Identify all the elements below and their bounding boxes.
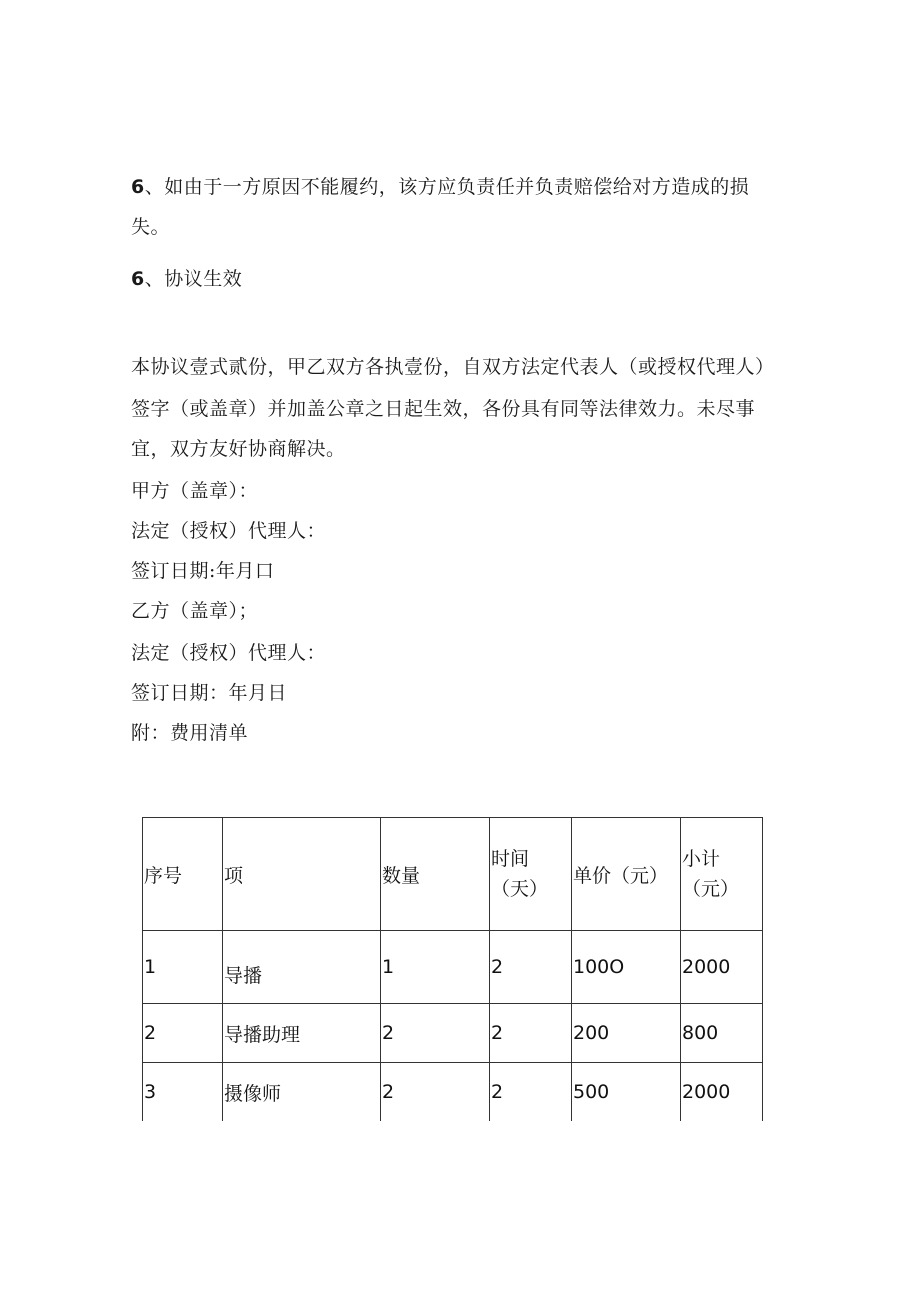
attachment-label: 附：费用清单 xyxy=(131,722,249,744)
body-line-2: 签字（或盖章）并加盖公章之日起生效，各份具有同等法律效力。未尽事 xyxy=(131,398,756,420)
header-days-line2: （天） xyxy=(491,878,549,900)
cell-seq: 1 xyxy=(143,931,223,1004)
clause-title: 、协议生效 xyxy=(144,268,243,290)
header-days-line1: 时间 xyxy=(491,848,530,870)
cell-item: 导播助理 xyxy=(223,1004,381,1063)
clause-number: 6 xyxy=(131,176,145,198)
party-b-agent: 法定（授权）代理人： xyxy=(131,642,327,664)
cell-item: 导播 xyxy=(223,931,381,1004)
cell-qty: 1 xyxy=(381,931,490,1004)
cell-subtotal: 800 xyxy=(681,1004,763,1063)
header-subtotal-line2: （元） xyxy=(682,878,740,900)
table-row xyxy=(143,1004,763,1063)
cell-price: 500 xyxy=(572,1063,681,1122)
clause-6-effect-heading xyxy=(131,266,242,292)
table-row xyxy=(143,1063,763,1122)
body-line-3: 宜，双方友好协商解决。 xyxy=(131,438,346,460)
cell-qty: 2 xyxy=(381,1004,490,1063)
party-a-agent: 法定（授权）代理人： xyxy=(131,520,327,542)
cell-qty: 2 xyxy=(381,1063,490,1122)
cell-seq: 2 xyxy=(143,1004,223,1063)
party-a-date: 签订日期:年月口 xyxy=(131,560,275,582)
header-item: 项 xyxy=(223,818,381,931)
clause-6-failure-line2: 失。 xyxy=(131,216,171,238)
party-a-seal: 甲方（盖章）： xyxy=(131,480,259,502)
cell-seq: 3 xyxy=(143,1063,223,1122)
cell-days: 2 xyxy=(490,1063,572,1122)
party-b-date: 签订日期：年月日 xyxy=(131,682,288,704)
cell-days: 2 xyxy=(490,1004,572,1063)
cell-days: 2 xyxy=(490,931,572,1004)
cell-subtotal: 2000 xyxy=(681,1063,763,1122)
header-price: 单价（元） xyxy=(572,818,681,931)
cell-price: 200 xyxy=(572,1004,681,1063)
clause-number: 6 xyxy=(131,268,145,290)
cell-item: 摄像师 xyxy=(223,1063,381,1122)
table-row xyxy=(143,931,763,1004)
header-qty: 数量 xyxy=(381,818,490,931)
body-line-1: 本协议壹式贰份，甲乙双方各执壹份，自双方法定代表人（或授权代理人） xyxy=(131,356,775,378)
header-subtotal xyxy=(681,818,763,931)
clause-text: 、如由于一方原因不能履约，该方应负责任并负责赔偿给对方造成的损 xyxy=(144,176,750,198)
cell-price: 100O xyxy=(572,931,681,1004)
header-days xyxy=(490,818,572,931)
header-subtotal-line1: 小计 xyxy=(682,848,721,870)
cell-subtotal: 2000 xyxy=(681,931,763,1004)
header-seq: 序号 xyxy=(143,818,223,931)
clause-6-failure-line1 xyxy=(131,174,749,200)
fee-table xyxy=(142,817,763,1121)
party-b-seal: 乙方（盖章）； xyxy=(131,600,259,622)
fee-table-header xyxy=(143,818,763,931)
